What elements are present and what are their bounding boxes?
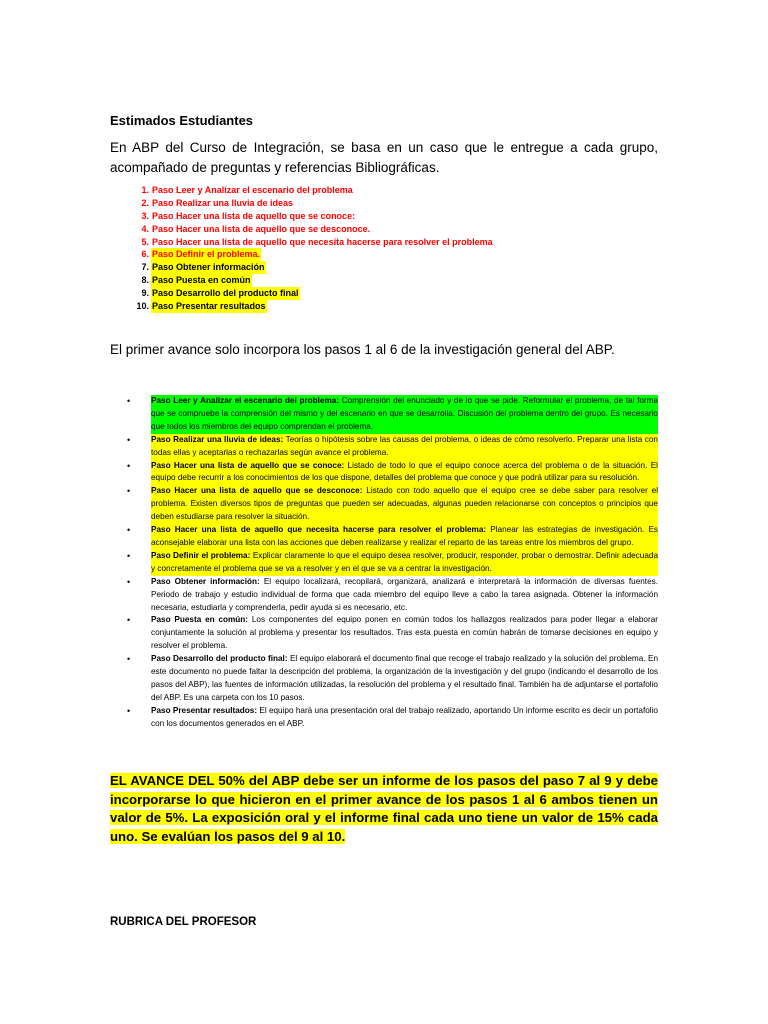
detail-term: Paso Desarrollo del producto final: bbox=[151, 654, 288, 664]
bullet-icon: • bbox=[127, 705, 131, 716]
detail-body bbox=[151, 614, 658, 653]
bullet-icon: • bbox=[127, 486, 131, 497]
rubrica-heading: RUBRICA DEL PROFESOR bbox=[110, 916, 257, 928]
list-item bbox=[127, 524, 658, 550]
list-item bbox=[110, 197, 530, 210]
step-number: 2. bbox=[141, 197, 149, 208]
detail-term: Paso Definir el problema: bbox=[151, 550, 251, 560]
step-number: 9. bbox=[141, 288, 149, 299]
step-number: 7. bbox=[141, 262, 149, 273]
step-number: 3. bbox=[141, 210, 149, 221]
bullet-icon: • bbox=[127, 576, 131, 587]
detail-body bbox=[151, 653, 658, 705]
detail-body bbox=[151, 550, 658, 576]
steps-detail-list bbox=[127, 395, 658, 731]
detail-body bbox=[151, 395, 658, 434]
detail-body bbox=[151, 460, 658, 486]
detail-description: Listado de todo lo que el equipo conoce acerca del problema o de la situación. El equipo debe recurrir a los conocimientos de los que dispone, detalles del problema que conoce y que podrá utilizar para su resolución. bbox=[151, 460, 658, 483]
step-text: Paso Leer y Analizar el escenario del problema bbox=[152, 185, 353, 195]
list-item bbox=[110, 236, 530, 249]
steps-list bbox=[110, 184, 530, 313]
step-number: 1. bbox=[141, 185, 149, 195]
bullet-icon: • bbox=[127, 615, 131, 626]
detail-description: Los componentes del equipo ponen en común todos los hallazgos realizados para poder llegar a elaborar conjuntamente la solución al problema y presentar los resultados. Tras esta puesta en común habrán de tomarse decisiones en equipo y resolver el problema. bbox=[151, 615, 658, 651]
bullet-icon: • bbox=[127, 396, 131, 406]
list-item bbox=[110, 184, 530, 197]
list-item bbox=[127, 705, 658, 731]
step-text: Paso Hacer una lista de aquello que se conoce: bbox=[152, 210, 356, 221]
detail-description: Explicar claramente lo que el equipo desea resolver, producir, responder, probar o demostrar. Definir adecuada y concretamente el problema que se va a resolver y en el que se va a centrar la investigación. bbox=[151, 550, 658, 573]
list-item bbox=[127, 576, 658, 615]
list-item bbox=[110, 223, 530, 236]
step-text: Paso Hacer una lista de aquello que se desconoce. bbox=[152, 223, 371, 234]
step-text: Paso Desarrollo del producto final bbox=[152, 288, 299, 299]
detail-description: Planear las estrategias de investigación. Es aconsejable elaborar una lista con las acciones que deben realizarse y realizar el reparto de las tareas entre los miembros del grupo. bbox=[151, 525, 659, 547]
detail-description: El equipo localizará, recopilará, organizará, analizará e interpretará la información de diversas fuentes. Periodo de trabajo y estudio individual de forma que cada miembro del equipo lleve a cabo la tarea asignada. Obtener la información necesaria, estudiarla y comprenderla, pedir ayuda si es necesario, etc. bbox=[151, 576, 659, 612]
detail-body bbox=[151, 434, 658, 460]
step-text: Paso Puesta en común bbox=[152, 275, 251, 286]
detail-body bbox=[151, 576, 658, 615]
step-number: 8. bbox=[141, 275, 149, 286]
list-item bbox=[110, 287, 530, 300]
step-number: 6. bbox=[141, 249, 149, 260]
step-text: Paso Hacer una lista de aquello que necesita hacerse para resolver el problema bbox=[152, 236, 493, 247]
bullet-icon: • bbox=[127, 654, 131, 665]
list-item bbox=[127, 614, 658, 653]
step-text: Paso Definir el problema. bbox=[152, 249, 261, 260]
detail-description: Comprensión del enunciado y de lo que se pide. Reformular el problema, de tal forma que se compruebe la comprensión del mismo y del escenario en que se desarrolla. Discusión del problema dentro del grupo. Es necesario que todos los miembros del equipo comprendan el problema. bbox=[151, 396, 659, 431]
list-item bbox=[127, 395, 658, 434]
intro-paragraph: En ABP del Curso de Integración, se basa en un caso que le entregue a cada grupo, acompañado de preguntas y referencias Bibliográficas. bbox=[110, 140, 658, 175]
detail-term: Paso Presentar resultados: bbox=[151, 705, 258, 715]
detail-term: Paso Puesta en común: bbox=[151, 615, 249, 625]
list-item bbox=[127, 434, 658, 460]
detail-term: Paso Hacer una lista de aquello que necesita hacerse para resolver el problema: bbox=[151, 525, 487, 535]
list-item bbox=[110, 274, 530, 287]
detail-term: Paso Hacer una lista de aquello que se conoce: bbox=[151, 460, 345, 470]
step-text: Paso Realizar una lluvia de ideas bbox=[152, 197, 294, 208]
detail-term: Paso Realizar una lluvia de ideas: bbox=[151, 434, 284, 444]
bullet-icon: • bbox=[127, 525, 131, 536]
list-item bbox=[110, 261, 530, 274]
detail-term: Paso Obtener información: bbox=[151, 576, 260, 586]
avance-note bbox=[110, 772, 658, 846]
step-text: Paso Obtener información bbox=[152, 262, 265, 273]
list-item bbox=[127, 460, 658, 486]
bullet-icon: • bbox=[127, 460, 131, 471]
detail-term: Paso Leer y Analizar el escenario del problema: bbox=[151, 396, 340, 405]
detail-description: El equipo elaborará el documento final que recoge el trabajo realizado y la solución del problema. En este documento no puede faltar la descripción del problema, la organización de la investigación y del grupo (indicando el desarrollo de los pasos del ABP), las fuentes de información utilizadas, la resolución del problema y el resultado final. También ha de adjuntarse el portafolio del ABP. Es una carpeta con los 10 pasos. bbox=[151, 654, 659, 702]
detail-body bbox=[151, 705, 658, 731]
detail-description: Teorías o hipótesis sobre las causas del problema, o ideas de cómo resolverlo. Preparar una lista con todas ellas y aceptarlas o rechazarlas según avance el problema. bbox=[151, 434, 658, 457]
detail-term: Paso Hacer una lista de aquello que se desconoce: bbox=[151, 486, 363, 496]
list-item bbox=[110, 210, 530, 223]
detail-body bbox=[151, 524, 658, 550]
detail-description: El equipo hará una presentación oral del trabajo realizado, aportando Un informe escrito es decir un portafolio con los documentos generados en el ABP. bbox=[151, 705, 658, 728]
list-item bbox=[110, 248, 530, 261]
list-item bbox=[127, 653, 658, 705]
list-item bbox=[127, 485, 658, 524]
detail-description: Listado con todo aquello que el equipo cree se debe saber para resolver el problema. Existen diversos tipos de preguntas que pueden ser adecuadas, algunas pueden relacionarse con conceptos o principios que deben estudiarse para resolver la situación. bbox=[151, 486, 659, 522]
list-item bbox=[110, 300, 530, 313]
first-advance-summary: El primer avance solo incorpora los pasos 1 al 6 de la investigación general del ABP. bbox=[110, 342, 615, 357]
bullet-icon: • bbox=[127, 550, 131, 561]
step-number: 4. bbox=[141, 223, 149, 234]
step-text: Paso Presentar resultados bbox=[152, 301, 266, 312]
step-number: 5. bbox=[141, 236, 149, 247]
avance-note-text: EL AVANCE DEL 50% del ABP debe ser un informe de los pasos del paso 7 al 9 y debe incorporarse lo que hicieron en el primer avance de los pasos 1 al 6 ambos tienen un valor de 5%. La exposición oral y el informe final cada uno tiene un valor de 15% cada uno. Se evalúan los pasos del 9 al 10. bbox=[110, 773, 658, 844]
greeting-heading: Estimados Estudiantes bbox=[110, 113, 254, 128]
detail-body bbox=[151, 485, 658, 524]
step-number: 10. bbox=[136, 301, 149, 312]
list-item bbox=[127, 550, 658, 576]
bullet-icon: • bbox=[127, 434, 131, 445]
